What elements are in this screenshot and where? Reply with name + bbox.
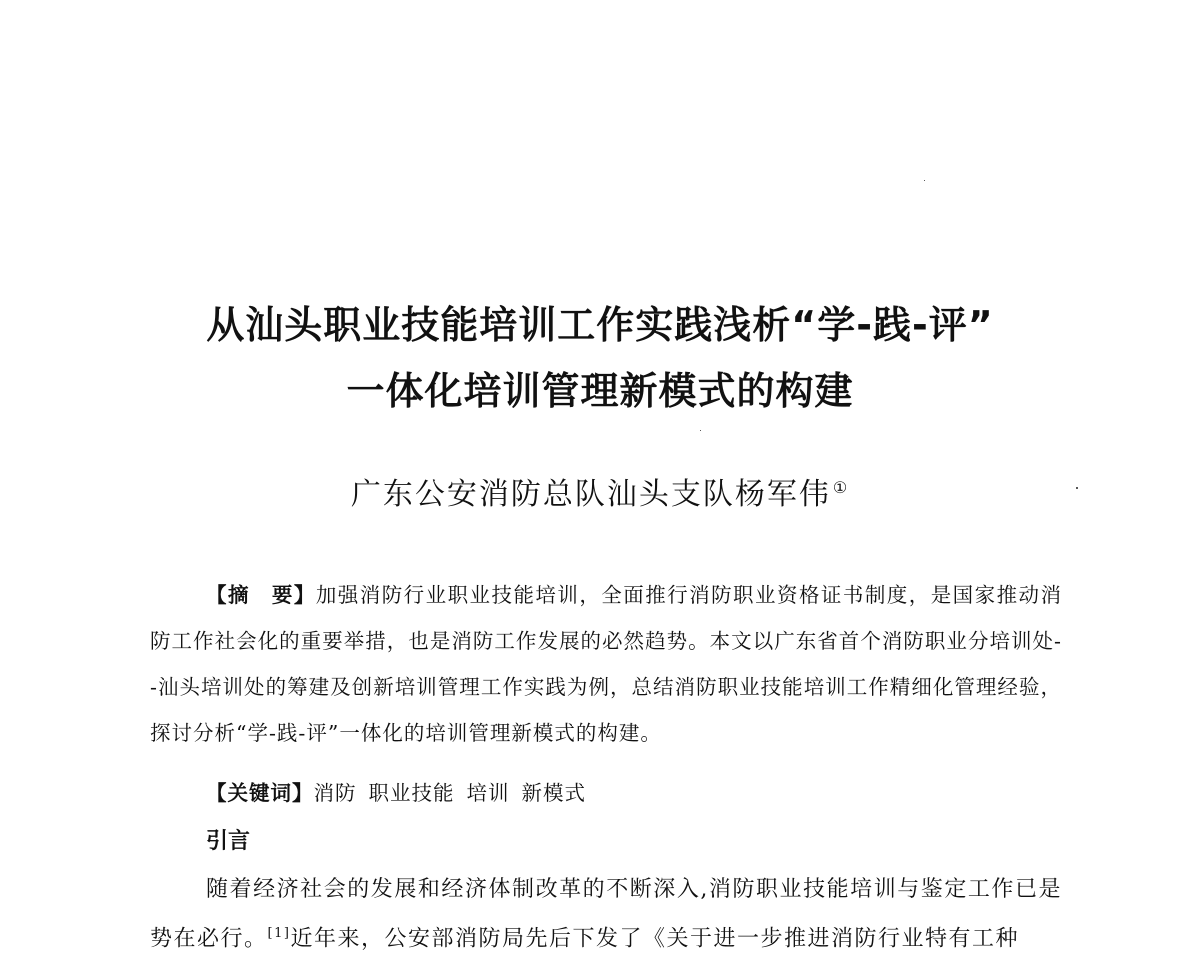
keywords-label: 【关键词】: [206, 781, 314, 805]
abstract-paragraph: [150, 572, 1062, 756]
keywords-line: [206, 773, 1066, 813]
scan-speck: [700, 430, 701, 431]
section-heading-introduction: 引言: [206, 829, 251, 854]
body-text-part-1: 随着经济社会的发展和经济体制改革的不断深入,消防职业技能培训与鉴定工作已是势在必行。: [150, 877, 1062, 952]
scan-speck: [924, 180, 925, 181]
abstract-text: 加强消防行业职业技能培训，全面推行消防职业资格证书制度，是国家推动消防工作社会化的重要举措，也是消防工作发展的必然趋势。本文以广东省首个消防职业分培训处--汕头培训处的筹建及创新培训管理工作实践为例，总结消防职业技能培训工作精细化管理经验，探讨分析“学-践-评”一体化的培训管理新模式的构建。: [150, 583, 1063, 745]
keyword: 职业技能: [368, 781, 455, 805]
keyword: 新模式: [521, 781, 586, 805]
abstract-label: 【摘 要】: [206, 583, 316, 607]
author-footnote-marker: ①: [832, 478, 850, 497]
title-line-1: 从汕头职业技能培训工作实践浅析“学-践-评”: [206, 303, 994, 347]
body-text-part-2: 近年来，公安部消防局先后下发了《关于进一步推进消防行业特有工种: [290, 926, 1019, 952]
citation-marker: [1]: [267, 926, 291, 941]
scan-speck: [1076, 487, 1078, 489]
paper-title: [0, 292, 1200, 424]
title-line-2: 一体化培训管理新模式的构建: [346, 369, 854, 413]
author-line: [0, 468, 1200, 515]
keyword: 培训: [466, 781, 510, 805]
keyword: 消防: [313, 781, 357, 805]
body-paragraph: [150, 868, 1062, 961]
author-text: 广东公安消防总队汕头支队杨军伟: [350, 477, 831, 512]
